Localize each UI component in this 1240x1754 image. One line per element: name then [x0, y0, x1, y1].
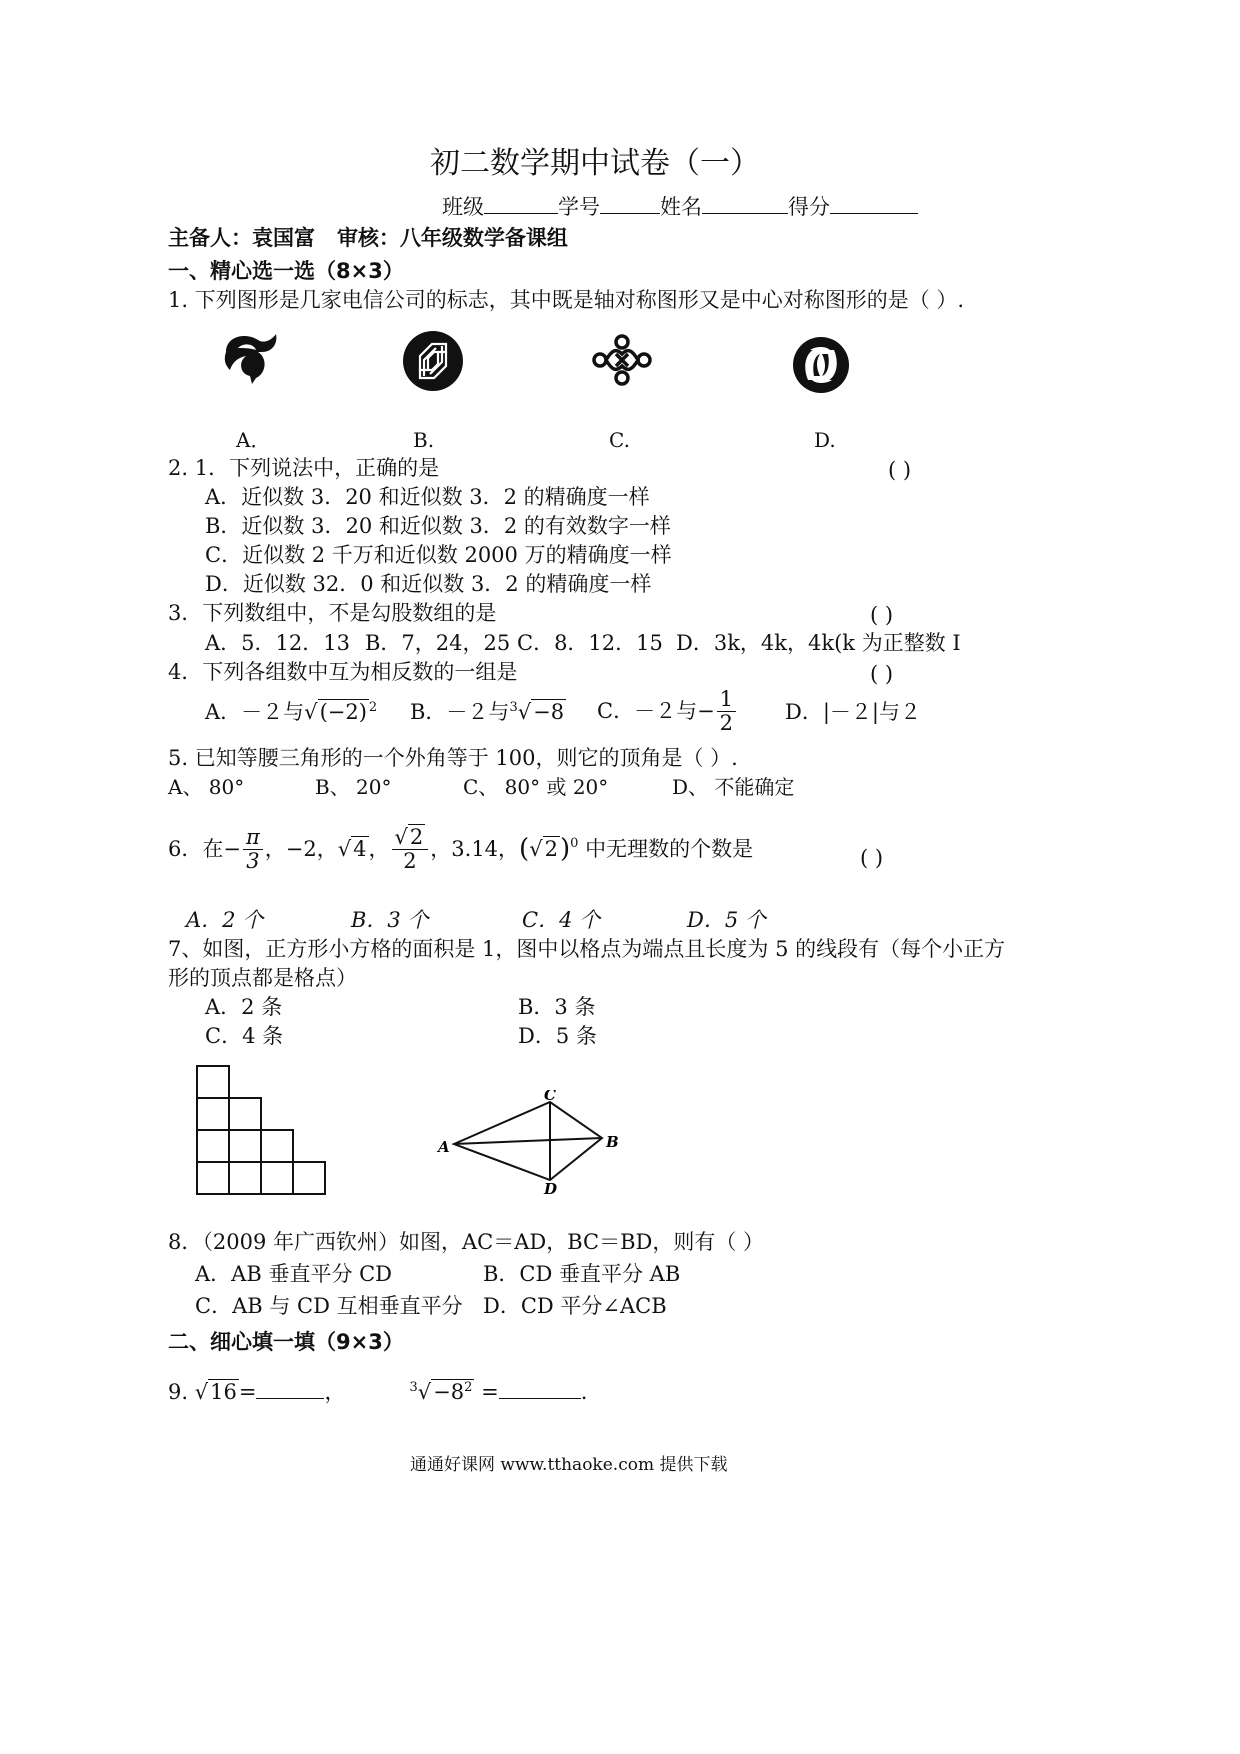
q6-power-radicand: 2 [544, 837, 558, 861]
q6-stem [168, 826, 753, 873]
q4-option-a-text: A．－２与 [205, 700, 305, 724]
section-1-title: 一、精心选一选（8×3） [168, 259, 404, 283]
q9-answer-blank-1[interactable] [256, 1378, 324, 1399]
q6-answer-paren[interactable]: ( ) [860, 846, 884, 870]
q6-power-exponent: 0 [570, 836, 579, 852]
q9-line [168, 1378, 587, 1405]
q6-text-5: 中无理数的个数是 [578, 837, 754, 861]
fraction-denominator: 2 [403, 849, 417, 874]
point-label-a: A [438, 1138, 450, 1156]
reviewer: 审核：八年级数学备课组 [336, 226, 568, 250]
q4-option-b-index: 3 [509, 700, 518, 715]
q5-stem: 5. 已知等腰三角形的一个外角等于 100，则它的顶角是（ ）. [168, 746, 738, 770]
q7-option-d[interactable]: D．5 条 [518, 1024, 597, 1048]
grid-square [293, 1162, 325, 1194]
q6-sqrt2-over-2 [392, 826, 429, 873]
q2-option-c[interactable]: C．近似数 2 千万和近似数 2000 万的精确度一样 [205, 543, 672, 567]
q6-pi-fraction [243, 826, 263, 873]
q2-option-a[interactable]: A．近似数 3．20 和近似数 3．2 的精确度一样 [205, 485, 650, 509]
q3-stem: 3．下列数组中，不是勾股数组的是 [168, 601, 497, 625]
q1-label-b: B. [413, 428, 435, 452]
grid-square [229, 1162, 261, 1194]
fraction-numerator: 1 [717, 688, 736, 712]
q4-option-a[interactable] [205, 700, 377, 725]
q9-radicand-2 [431, 1379, 474, 1404]
fraction-radicand: 2 [409, 825, 424, 849]
q2-answer-paren[interactable]: ( ) [888, 458, 912, 482]
q6-option-a[interactable]: A．2 个 [186, 908, 264, 932]
sqrt-icon: √ [337, 837, 352, 861]
q3-option-b[interactable]: B．7，24，25 [365, 631, 511, 655]
q8-option-d[interactable]: D．CD 平分∠ACB [483, 1294, 667, 1318]
fraction-denominator: 3 [246, 849, 260, 874]
q6-sqrt4-radicand: 4 [353, 837, 367, 861]
q6-option-b[interactable]: B．3 个 [351, 908, 429, 932]
q4-option-b[interactable] [410, 700, 566, 725]
q6-text-2: ，−2， [264, 837, 338, 861]
q4-option-c[interactable] [597, 688, 738, 735]
sqrt-icon: √ [194, 1380, 209, 1404]
fraction-denominator: 2 [719, 711, 734, 736]
fraction-numerator: π [243, 826, 263, 850]
q2-stem: 2. 1．下列说法中，正确的是 [168, 456, 440, 480]
q9-root-index: 3 [409, 1380, 418, 1395]
china-mobile-logo-icon [792, 336, 850, 394]
kite-figure [432, 1090, 632, 1198]
q7-option-c[interactable]: C．4 条 [205, 1024, 284, 1048]
q9-equals-1: = [238, 1380, 257, 1404]
q3-answer-paren[interactable]: ( ) [870, 603, 894, 627]
grid-square [261, 1162, 293, 1194]
field-score-label: 得分 [788, 195, 830, 219]
q4-answer-paren[interactable]: ( ) [870, 662, 894, 686]
cbrt-icon: √ [517, 700, 532, 724]
field-name-label: 姓名 [660, 195, 702, 219]
q8-stem: 8．（2009 年广西钦州）如图，AC＝AD，BC＝BD，则有（ ） [168, 1230, 765, 1254]
field-number-label: 学号 [558, 195, 600, 219]
score-blank[interactable] [830, 193, 918, 214]
grid-square [197, 1162, 229, 1194]
grid-square [229, 1130, 261, 1162]
name-blank[interactable] [702, 193, 788, 214]
q2-option-b[interactable]: B．近似数 3．20 和近似数 3．2 的有效数字一样 [205, 514, 671, 538]
grid-square [197, 1130, 229, 1162]
q7-option-a[interactable]: A．2 条 [205, 995, 283, 1019]
q7-option-b[interactable]: B．3 条 [518, 995, 596, 1019]
page-title: 初二数学期中试卷（一） [430, 146, 760, 181]
q9-radicand-1: 16 [210, 1380, 237, 1404]
diagonal-ab [454, 1138, 602, 1144]
section-2-title: 二、细心填一填（9×3） [168, 1330, 404, 1354]
grid-square [197, 1098, 229, 1130]
q4-option-c-fraction [717, 688, 736, 735]
q1-label-a: A． [236, 428, 271, 452]
footer-credit: 通通好课网 www.tthaoke.com 提供下载 [410, 1455, 728, 1475]
fraction-numerator: √2 [392, 826, 429, 850]
field-class-label: 班级 [442, 195, 484, 219]
grid-square [197, 1066, 229, 1098]
q4-option-a-radicand: (−2) [319, 700, 367, 724]
q5-option-d[interactable]: D、 不能确定 [672, 775, 795, 799]
number-blank[interactable] [600, 193, 660, 214]
q4-option-a-exponent: 2 [368, 700, 378, 715]
cbrt-icon: √ [417, 1380, 432, 1404]
q6-option-c[interactable]: C．4 个 [522, 908, 601, 932]
q3-option-a[interactable]: A．5．12．13 [205, 631, 350, 655]
q3-option-c[interactable]: C．8．12．15 [517, 631, 663, 655]
q9-answer-blank-2[interactable] [499, 1378, 581, 1399]
q9-radicand-2-base: −8 [433, 1380, 465, 1404]
class-blank[interactable] [484, 193, 558, 214]
grid-square [229, 1098, 261, 1130]
q5-option-c[interactable]: C、 80° 或 20° [463, 775, 609, 799]
china-netcom-logo-icon [402, 330, 464, 392]
q4-stem: 4．下列各组数中互为相反数的一组是 [168, 660, 518, 684]
q9-number: 9. [168, 1380, 189, 1404]
q1-label-c: C. [609, 428, 630, 452]
q9-radicand-2-exponent: 2 [464, 1380, 473, 1395]
q6-text-3: ， [368, 837, 390, 861]
q6-text-1: 6．在− [168, 837, 241, 861]
q6-option-d[interactable]: D．5 个 [687, 908, 766, 932]
q4-option-d[interactable]: D．|－２|与２ [785, 700, 921, 724]
q8-option-a[interactable]: A．AB 垂直平分 CD [195, 1262, 393, 1286]
author: 主备人：袁国富 [168, 226, 315, 250]
sqrt-icon: √ [304, 700, 318, 724]
q9-separator: ， [324, 1380, 346, 1404]
author-line [168, 226, 568, 251]
q3-option-d[interactable]: D．3k，4k，4k(k 为正整数 I [676, 631, 961, 655]
china-unicom-knot-logo-icon [590, 332, 654, 388]
point-label-d: D [544, 1180, 558, 1198]
q4-option-b-radicand: −8 [533, 700, 565, 724]
point-label-c: C [544, 1090, 556, 1104]
staircase-grid-figure [195, 1064, 329, 1198]
q7-stem-line-2: 形的顶点都是格点） [168, 966, 357, 990]
q4-option-c-text: C．－２与− [597, 699, 715, 723]
grid-square [261, 1130, 293, 1162]
q7-stem-line-1: 7、如图，正方形小方格的面积是 1，图中以格点为端点且长度为 5 的线段有（每个小正方 [168, 937, 1006, 961]
point-label-b: B [606, 1133, 619, 1151]
q9-equals-2: = [481, 1380, 499, 1404]
q5-option-b[interactable]: B、 20° [315, 775, 392, 799]
q1-stem: 1. 下列图形是几家电信公司的标志，其中既是轴对称图形又是中心对称图形的是（ ）. [168, 288, 965, 312]
q5-option-a[interactable]: A、 80° [168, 775, 245, 799]
q2-option-d[interactable]: D．近似数 32．0 和近似数 3．2 的精确度一样 [205, 572, 652, 596]
q1-label-d: D. [814, 428, 836, 452]
q9-end: . [580, 1380, 588, 1404]
paren-close: ) [559, 834, 571, 864]
q8-option-b[interactable]: B．CD 垂直平分 AB [483, 1262, 681, 1286]
q8-option-c[interactable]: C．AB 与 CD 互相垂直平分 [195, 1294, 463, 1318]
sqrt-icon: √ [529, 837, 543, 861]
header-fields [442, 193, 918, 220]
q6-text-4: ，3.14， [430, 837, 520, 861]
paren-open: ( [519, 834, 530, 864]
q4-option-b-text: B．－２与 [410, 700, 510, 724]
china-telecom-logo-icon [222, 330, 282, 385]
